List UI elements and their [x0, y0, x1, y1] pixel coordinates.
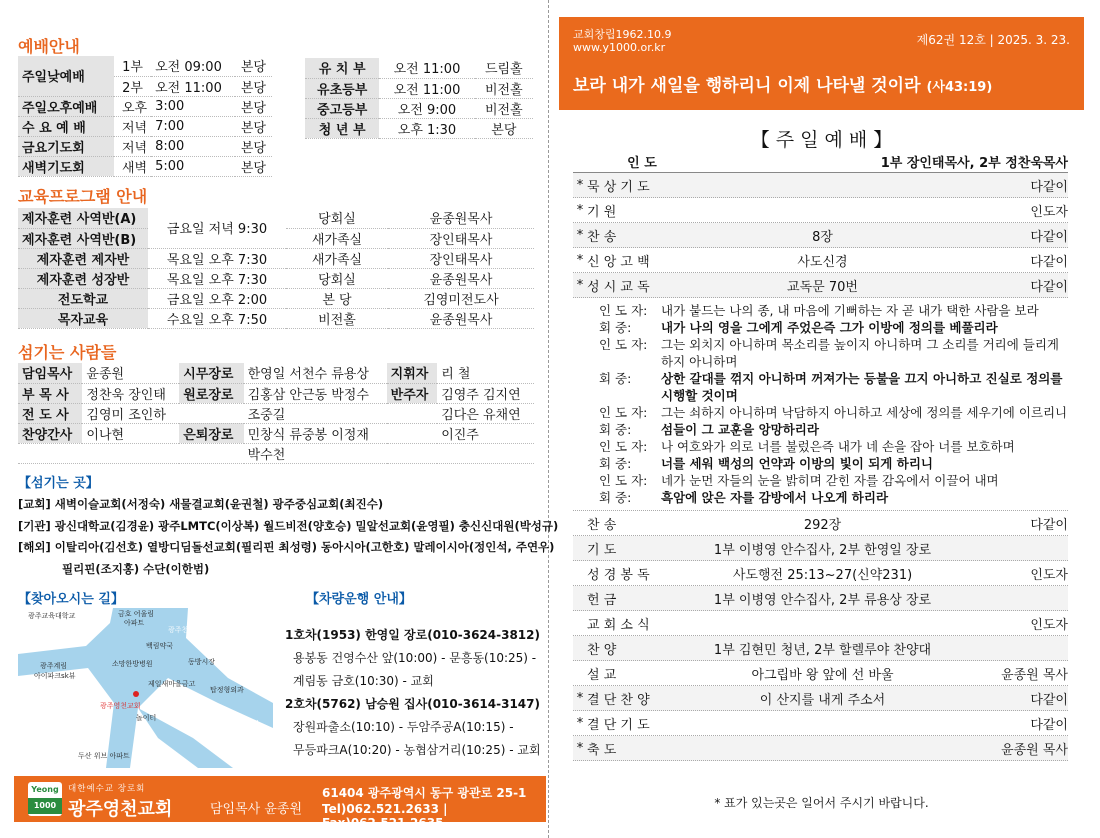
litany-line: [599, 336, 1068, 370]
litany-line: [599, 421, 1068, 438]
map-label: 아이파크sk뷰: [34, 672, 76, 680]
litany-text: 네가 눈먼 자들의 눈을 밝히며 갇힌 자를 감옥에서 이끌어 내며: [661, 473, 999, 488]
church-map: [18, 608, 283, 768]
litany-speaker: 인 도 자:: [599, 439, 648, 454]
order-title: 【 주 일 예 배 】: [750, 129, 893, 151]
order-item-person: 인도자: [1030, 204, 1068, 220]
bus-info: 1호차(1953) 한영일 장로(010-3624-3812) 용봉동 건영수산 앞(10:00) - 문흥동(10:25) - 계림동 금호(10:30) - 교회 2호차(5762) 남승원 집사(010-3614-3147) 장원파출소(10:10) - 두암주공A(10:15) - 무등파크A(10:20) - 농협삼거리(10:25) - 교회: [285, 628, 541, 757]
order-item-label: 축 도: [587, 742, 617, 758]
map-label: 탑정형외과: [210, 686, 244, 694]
litany-line: [599, 438, 1068, 455]
litany-line: [599, 472, 1068, 489]
order-row: [573, 736, 1068, 761]
order-item-person: 다같이: [1030, 179, 1068, 195]
left-footer: [14, 776, 546, 830]
order-item-detail: 사도신경: [797, 254, 848, 270]
responsive-reading: [573, 298, 1068, 511]
order-star: *: [576, 690, 584, 706]
map-title: 【찾아오시는 길】: [18, 592, 124, 607]
bus-title: 【차량운행 안내】: [306, 592, 412, 607]
order-item-label: 묵 상 기 도: [587, 179, 650, 195]
order-item-detail: 교독문 70번: [787, 279, 858, 295]
website: www.y1000.or.kr: [573, 41, 666, 54]
church-contact: Tel)062.521.2633 | Fax)062.521.2635: [322, 802, 448, 830]
church-name: 광주영천교회: [68, 799, 173, 820]
page-divider: [548, 0, 549, 838]
order-star: *: [576, 715, 584, 731]
map-label: 광주교육대학교: [28, 612, 76, 620]
order-item-label: 신 앙 고 백: [587, 254, 650, 270]
denomination: 대한예수교 장로회: [68, 784, 146, 794]
order-row: [573, 173, 1068, 198]
litany-speaker: 인 도 자:: [599, 337, 648, 352]
order-item-person: 다같이: [1030, 517, 1068, 533]
pastor-name: 담임목사 윤종원: [210, 802, 303, 817]
order-item-label: 찬 송: [587, 229, 617, 245]
order-item-label: 찬 양: [587, 642, 617, 658]
litany-speaker: 회 중:: [599, 422, 632, 437]
order-row: [573, 686, 1068, 711]
order-row: [573, 198, 1068, 223]
serve-title: 【섬기는 곳】: [18, 476, 99, 491]
order-item-detail: 이 산지를 내게 주소서: [759, 692, 886, 708]
order-star: *: [576, 277, 584, 293]
litany-text: 그는 쇠하지 아니하며 낙담하지 아니하고 세상에 정의를 세우기에 이르리니: [661, 405, 1068, 420]
order-item-label: 설 교: [587, 667, 617, 683]
order-item-label: 기 도: [587, 542, 617, 558]
map-label: 금호 어울림: [118, 610, 155, 618]
order-item-detail: 1부 이병영 안수집사, 2부 류용상 장로: [713, 592, 932, 608]
map-label: 백림약국: [146, 642, 174, 650]
litany-text: 그는 외치지 아니하며 목소리를 높이지 아니하며 그 소리를 거리에 들리게 하지 아니하며: [661, 337, 1060, 369]
order-item-detail: 292장: [803, 517, 842, 533]
map-label: 놀이터: [136, 714, 157, 722]
order-row: [573, 511, 1068, 536]
litany-speaker: 회 중:: [599, 490, 632, 505]
order-top-items: [573, 173, 1068, 298]
litany-line: [599, 302, 1068, 319]
map-label: 광주영천교회: [100, 702, 141, 710]
map-label: 동방시장: [188, 658, 216, 666]
litany-line: [599, 319, 1068, 336]
edu-section-title: 교육프로그램 안내: [18, 187, 148, 206]
litany-speaker: 회 중:: [599, 371, 632, 386]
litany-speaker: 인 도 자:: [599, 303, 648, 318]
map-label: 광주천: [168, 626, 189, 634]
map-label: 동명로: [200, 712, 221, 720]
litany-text: 상한 갈대를 꺾지 아니하며 꺼져가는 등불을 끄지 아니하고 진실로 정의를 시행할 것이며: [661, 371, 1063, 403]
order-row: [573, 223, 1068, 248]
order-item-person: 인도자: [1030, 567, 1068, 583]
litany-text: 섬들이 그 교훈을 앙망하리라: [661, 422, 819, 437]
issue-info: 제62권 12호 | 2025. 3. 23.: [916, 33, 1070, 47]
sunday-label: 주일낮예배: [18, 56, 114, 96]
litany-text: 흑암에 앉은 자를 감방에서 나오게 하리라: [661, 490, 889, 505]
order-item-label: 성 시 교 독: [587, 279, 650, 295]
litany-text: 내가 나의 영을 그에게 주었은즉 그가 이방에 정의를 베풀리라: [661, 320, 998, 335]
church-address: 61404 광주광역시 동구 광관로 25-1: [322, 786, 527, 800]
worship-section-title: 예배안내: [18, 37, 80, 56]
litany-text: 너를 세워 백성의 언약과 이방의 빛이 되게 하리니: [661, 456, 933, 471]
right-header: [559, 17, 1084, 110]
order-item-detail: 아그립바 왕 앞에 선 바울: [751, 667, 894, 683]
order-row: [573, 586, 1068, 611]
map-label: 광주계림: [40, 662, 68, 670]
map-label: 두산 위브 아파트: [78, 752, 130, 760]
staff-section-title: 섬기는 사람들: [18, 343, 117, 362]
church-marker-icon: [133, 691, 139, 697]
order-item-detail: 1부 김현민 청년, 2부 할렐루야 찬양대: [713, 642, 932, 658]
order-item-person: 다같이: [1030, 692, 1068, 708]
order-item-label: 결 단 기 도: [587, 717, 650, 733]
theme-verse: 보라 내가 새일을 행하리니 이제 나타낼 것이라 (사43:19): [573, 76, 993, 96]
order-item-label: 찬 송: [587, 517, 617, 533]
order-star: *: [576, 177, 584, 193]
serve-list: [교회] 새벽이슬교회(서정숙) 새물결교회(윤권철) 광주중심교회(최진수) [기관] 광신대학교(김경윤) 광주LMTC(이상복) 월드비전(양호승) 밀알선교회(윤영필) 충신신대원(박성규) [해외] 이탈리아(김선호) 열방디딤돌선교회(필리핀 최성령) 동아시아(고한호) 말레이시아(정인석, 주연우) 필리핀(조지홍) 수단(이한범): [18, 497, 559, 576]
order-row: [573, 248, 1068, 273]
order-row: [573, 273, 1068, 298]
order-item-detail: 8장: [812, 229, 833, 245]
litany-speaker: 인 도 자:: [599, 473, 648, 488]
order-row: [573, 711, 1068, 736]
litany-speaker: 회 중:: [599, 320, 632, 335]
order-item-label: 헌 금: [587, 592, 617, 608]
map-label: 제일새마을금고: [148, 680, 196, 688]
order-item-person: 윤종원 목사: [1001, 742, 1068, 758]
litany-speaker: 인 도 자:: [599, 405, 648, 420]
order-item-person: 윤종원 목사: [1001, 667, 1068, 683]
map-label: 소망한방병원: [112, 660, 153, 668]
founded-date: 교회창립1962.10.9: [573, 28, 672, 41]
worship-order: [573, 150, 1068, 761]
order-item-person: 인도자: [1030, 617, 1068, 633]
order-row: [573, 536, 1068, 561]
litany-text: 나 여호와가 의로 너를 불렀은즉 내가 네 손을 잡아 너를 보호하며: [661, 439, 1015, 454]
order-bottom-items: [573, 511, 1068, 761]
order-item-person: 다같이: [1030, 717, 1068, 733]
litany-text: 내가 붙드는 나의 종, 내 마음에 기뻐하는 자 곧 내가 택한 사람을 보라: [661, 303, 1039, 318]
litany-line: [599, 455, 1068, 472]
order-item-person: 다같이: [1030, 229, 1068, 245]
order-star: *: [576, 202, 584, 218]
order-star: *: [576, 227, 584, 243]
church-logo: Yeong 1000: [28, 782, 62, 816]
youth-table: 유 치 부 오전 11:00 드림홀 유초등부 오전 11:00 비전홀 중고등부 오전 9:00 비전홀 청 년 부 오후 1:30 본당: [305, 58, 533, 139]
order-item-label: 성 경 봉 독: [587, 567, 650, 583]
order-row: [573, 636, 1068, 661]
leader-row: 인 도 1부 장인태목사, 2부 정찬욱목사: [573, 150, 1068, 173]
edu-table: 제자훈련 사역반(A) 금요일 저녁 9:30 당회실 윤종원목사 제자훈련 사역반(B) 새가족실 장인태목사 제자훈련 제자반 목요일 오후 7:30 새가족실 장인태목사 제자훈련 성장반 목요일 오후 7:30 당회실 윤종원목사 전도학교 금요일 오후 2:00 본 당 김영미전도사 목자교육 수요일 오후 7:50 비전홀 윤종원목사: [18, 208, 534, 329]
litany-speaker: 회 중:: [599, 456, 632, 471]
order-star: *: [576, 252, 584, 268]
order-row: [573, 661, 1068, 686]
litany-line: [599, 404, 1068, 421]
order-item-label: 기 원: [587, 204, 617, 220]
order-star: *: [576, 740, 584, 756]
litany-line: [599, 489, 1068, 506]
order-item-label: 결 단 찬 양: [587, 692, 650, 708]
standing-note: * 표가 있는곳은 일어서 주시기 바랍니다.: [714, 796, 929, 810]
staff-table: 담임목사 윤종원 시무장로 한영일 서천수 류용상 지휘자 리 철 부 목 사 정찬욱 장인태 원로장로 김홍삼 안근동 박정수 반주자 김영주 김지연 전 도 사 김영미 조인하 조중길 김다은 유채연 찬양간사 이나현 은퇴장로 민창식 류중봉 이정재 이진주 박수천: [18, 363, 534, 464]
litany-line: [599, 370, 1068, 404]
order-item-person: 다같이: [1030, 254, 1068, 270]
map-label: 두암방면: [232, 720, 260, 728]
order-item-label: 교 회 소 식: [587, 617, 650, 633]
order-item-detail: 1부 이병영 안수집사, 2부 한영일 장로: [713, 542, 932, 558]
order-row: [573, 611, 1068, 636]
worship-table: 주일낮예배 1부 오전 09:00 본당 2부 오전 11:00 본당 주일오후예배 오후 3:00 본당 수 요 예 배 저녁 7:00 본당 금요기도회 저녁 8:00 본당 새벽기도회 새벽 5:00 본당: [18, 56, 272, 177]
map-label: 아파트: [124, 619, 145, 627]
order-item-person: 다같이: [1030, 279, 1068, 295]
order-row: [573, 561, 1068, 586]
order-item-detail: 사도행전 25:13~27(신약231): [732, 567, 913, 583]
